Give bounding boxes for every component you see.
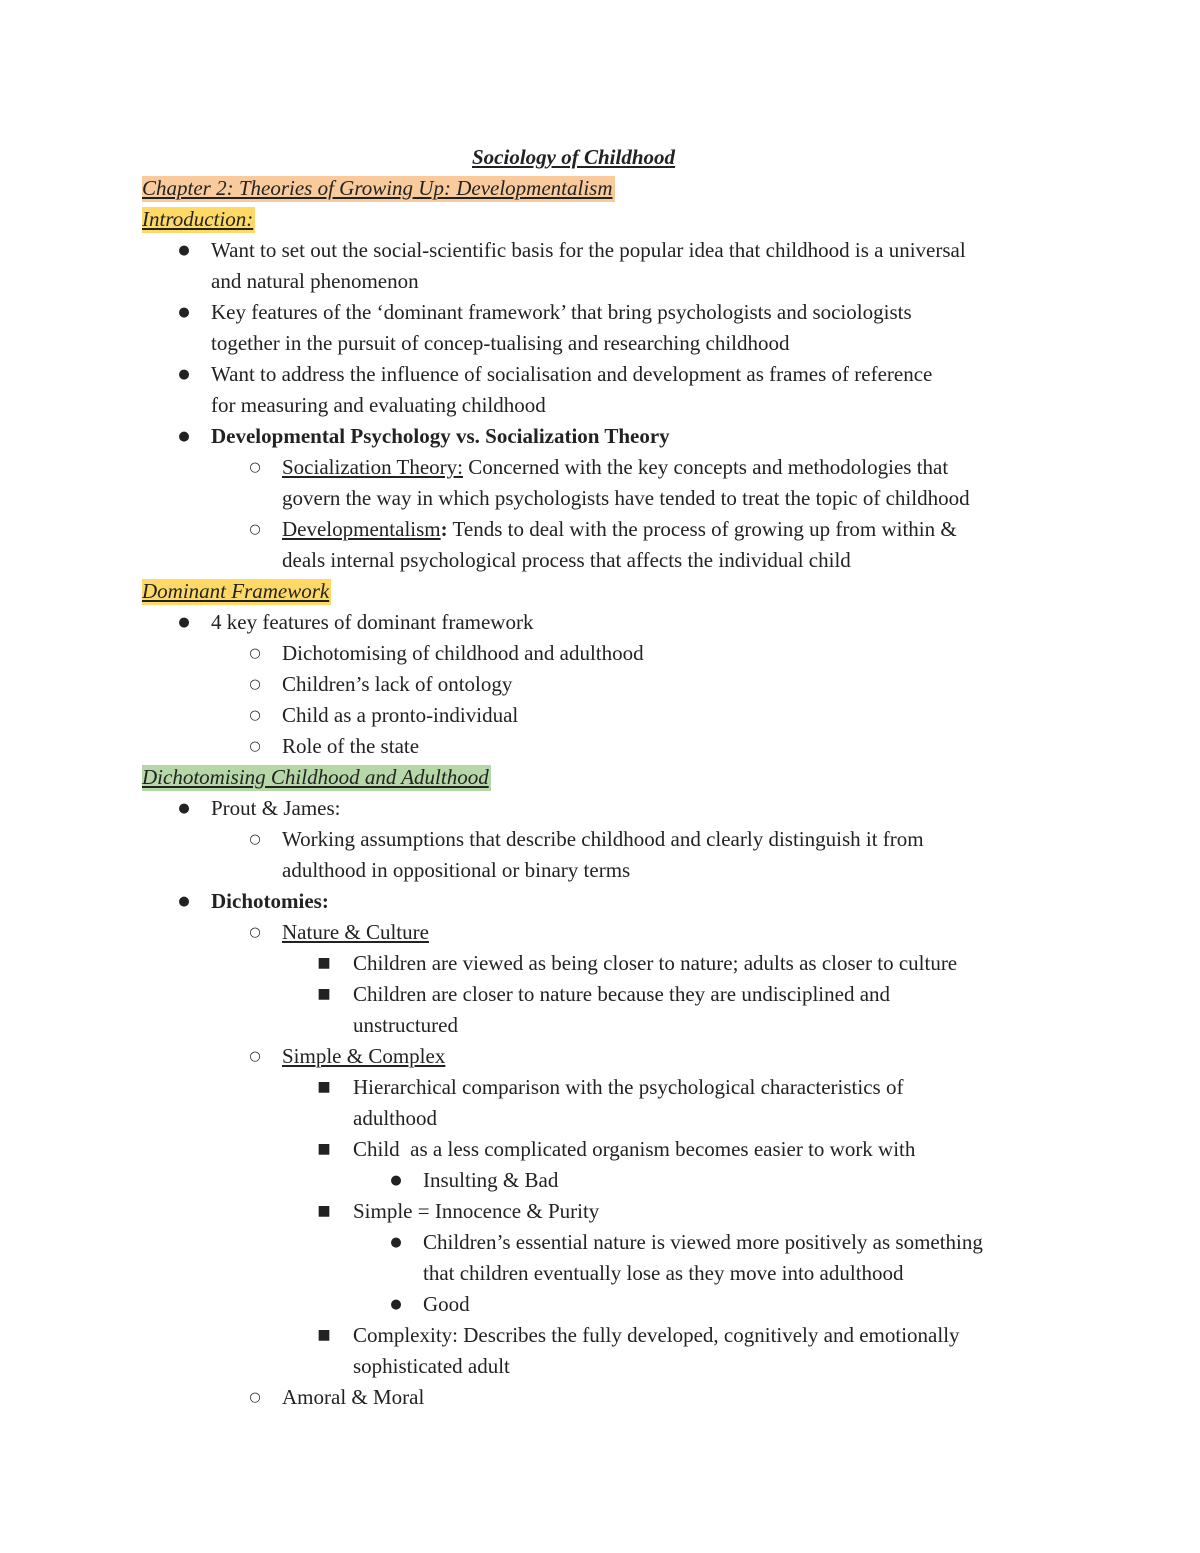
circle-bullet-icon: ○ <box>249 646 261 661</box>
list-item-continuation: adulthood in oppositional or binary terms <box>282 858 631 882</box>
list-item: ○ Amoral & Moral <box>0 1382 1200 1413</box>
list-item: ● Dichotomies: <box>0 886 1200 917</box>
circle-bullet-icon: ○ <box>249 1049 261 1064</box>
list-item: ● Developmental Psychology vs. Socialization Theory <box>0 421 1200 452</box>
introduction-heading: Introduction: <box>142 207 254 231</box>
list-item: ■ Children are closer to nature because they are undisciplined and <box>0 979 1200 1010</box>
document-page <box>0 142 1200 1413</box>
term-label: Developmentalism <box>282 517 441 541</box>
circle-bullet-icon: ○ <box>249 739 261 754</box>
list-item-continuation: govern the way in which psychologists have tended to treat the topic of childhood <box>282 486 970 510</box>
square-bullet-icon: ■ <box>317 955 331 971</box>
square-bullet-icon: ■ <box>317 986 331 1002</box>
bullet-icon: ● <box>390 1235 402 1250</box>
document-title: Sociology of Childhood <box>472 145 676 169</box>
list-item: ■ Children are viewed as being closer to nature; adults as closer to culture <box>0 948 1200 979</box>
list-item-continuation: and natural phenomenon <box>211 269 419 293</box>
bullet-icon: ● <box>178 243 190 258</box>
list-item: ● Insulting & Bad <box>0 1165 1200 1196</box>
list-item: ■ Simple = Innocence & Purity <box>0 1196 1200 1227</box>
list-item: ○ Developmentalism: Tends to deal with the process of growing up from within & <box>0 514 1200 545</box>
list-item: ○ Children’s lack of ontology <box>0 669 1200 700</box>
square-bullet-icon: ■ <box>317 1327 331 1343</box>
list-item: ○ Role of the state <box>0 731 1200 762</box>
list-item: ● Key features of the ‘dominant framework’ that bring psychologists and sociologists <box>0 297 1200 328</box>
circle-bullet-icon: ○ <box>249 1390 261 1405</box>
list-item: ○ Nature & Culture <box>0 917 1200 948</box>
list-item-continuation: for measuring and evaluating childhood <box>211 393 546 417</box>
dichotomising-heading: Dichotomising Childhood and Adulthood <box>142 765 489 789</box>
circle-bullet-icon: ○ <box>249 925 261 940</box>
circle-bullet-icon: ○ <box>249 708 261 723</box>
list-item: ■ Hierarchical comparison with the psychological characteristics of <box>0 1072 1200 1103</box>
list-item-continuation: together in the pursuit of concep-tualising and researching childhood <box>211 331 790 355</box>
list-item: ● 4 key features of dominant framework <box>0 607 1200 638</box>
bullet-icon: ● <box>178 305 190 320</box>
term-label: Socialization Theory: <box>282 455 463 479</box>
circle-bullet-icon: ○ <box>249 832 261 847</box>
dominant-framework-heading: Dominant Framework <box>142 579 330 603</box>
bullet-icon: ● <box>178 367 190 382</box>
list-item: ■ Child as a less complicated organism becomes easier to work with <box>0 1134 1200 1165</box>
list-item: ● Want to set out the social-scientific basis for the popular idea that childhood is a universal <box>0 235 1200 266</box>
circle-bullet-icon: ○ <box>249 460 261 475</box>
list-item: ○ Simple & Complex <box>0 1041 1200 1072</box>
list-item: ■ Complexity: Describes the fully developed, cognitively and emotionally <box>0 1320 1200 1351</box>
list-item-continuation: adulthood <box>353 1106 437 1130</box>
list-item: ● Want to address the influence of socialisation and development as frames of reference <box>0 359 1200 390</box>
chapter-heading: Chapter 2: Theories of Growing Up: Developmentalism <box>142 176 613 200</box>
list-item: ● Children’s essential nature is viewed more positively as something <box>0 1227 1200 1258</box>
list-item-continuation: deals internal psychological process that affects the individual child <box>282 548 851 572</box>
square-bullet-icon: ■ <box>317 1203 331 1219</box>
bullet-icon: ● <box>390 1297 402 1312</box>
list-item: ○ Working assumptions that describe childhood and clearly distinguish it from <box>0 824 1200 855</box>
bullet-icon: ● <box>178 615 190 630</box>
bullet-icon: ● <box>390 1173 402 1188</box>
bullet-icon: ● <box>178 801 190 816</box>
list-item: ○ Dichotomising of childhood and adulthood <box>0 638 1200 669</box>
circle-bullet-icon: ○ <box>249 677 261 692</box>
bullet-icon: ● <box>178 429 190 444</box>
list-item: ● Prout & James: <box>0 793 1200 824</box>
list-item-continuation: that children eventually lose as they move into adulthood <box>423 1261 904 1285</box>
circle-bullet-icon: ○ <box>249 522 261 537</box>
list-item: ● Good <box>0 1289 1200 1320</box>
square-bullet-icon: ■ <box>317 1079 331 1095</box>
list-item-continuation: sophisticated adult <box>353 1354 510 1378</box>
list-item: ○ Socialization Theory: Concerned with the key concepts and methodologies that <box>0 452 1200 483</box>
bullet-icon: ● <box>178 894 190 909</box>
list-item-continuation: unstructured <box>353 1013 458 1037</box>
list-item: ○ Child as a pronto-individual <box>0 700 1200 731</box>
square-bullet-icon: ■ <box>317 1141 331 1157</box>
